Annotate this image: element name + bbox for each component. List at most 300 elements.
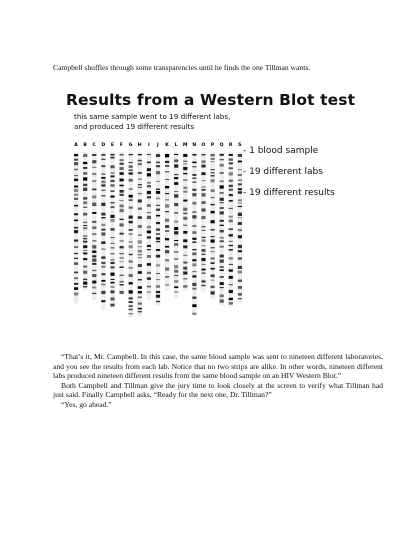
blot-band	[129, 260, 133, 262]
lane-label: F	[119, 143, 124, 148]
blot-band	[220, 192, 224, 194]
blot-band	[174, 243, 178, 246]
blot-band	[83, 213, 87, 216]
blot-band	[192, 215, 196, 218]
blot-band	[110, 297, 114, 300]
blot-band	[211, 158, 215, 160]
blot-band	[147, 277, 151, 279]
blot-band	[220, 159, 224, 160]
blot-band	[83, 184, 87, 186]
blot-band	[220, 255, 224, 258]
blot-band	[156, 205, 160, 206]
blot-band	[156, 165, 160, 167]
blot-band	[83, 207, 87, 208]
blot-band	[201, 254, 205, 255]
lane-label: D	[101, 143, 106, 148]
blot-band	[74, 287, 78, 290]
blot-band	[138, 250, 142, 253]
blot-band	[129, 179, 133, 182]
blot-band	[83, 282, 87, 285]
blot-band	[110, 215, 114, 218]
blot-band	[92, 259, 96, 262]
blot-band	[238, 298, 242, 299]
blot-band	[229, 241, 233, 242]
blot-band	[92, 263, 96, 265]
blot-band	[138, 163, 142, 165]
blot-band	[92, 154, 96, 156]
blot-band	[101, 241, 105, 244]
blot-band	[147, 226, 151, 229]
blot-band	[229, 185, 233, 187]
blot-band	[101, 174, 105, 175]
blot-band	[238, 293, 242, 296]
blot-band	[120, 223, 124, 226]
blot-band	[229, 180, 233, 182]
blot-band	[101, 266, 105, 268]
blot-band	[192, 174, 196, 176]
blot-band	[156, 249, 160, 251]
blot-band	[74, 198, 78, 200]
blot-band	[101, 213, 105, 216]
blot-band	[211, 257, 215, 259]
blot-band	[74, 258, 78, 259]
blot-band	[138, 184, 142, 185]
blot-band	[110, 237, 114, 238]
blot-band	[229, 245, 233, 246]
blot-band	[201, 273, 205, 274]
bullet-item: - 19 different labs	[243, 167, 323, 177]
blot-band	[147, 286, 151, 288]
blot-band	[192, 304, 196, 307]
blot-band	[120, 257, 124, 258]
blot-band	[165, 154, 169, 157]
blot-band	[138, 246, 142, 247]
blot-band	[83, 172, 87, 175]
blot-band	[229, 298, 233, 300]
blot-band	[192, 211, 196, 212]
blot-band	[211, 236, 215, 237]
blot-band	[74, 159, 78, 161]
blot-band	[120, 219, 124, 220]
blot-band	[238, 286, 242, 289]
blot-band	[147, 272, 151, 274]
blot-band	[147, 196, 151, 198]
blot-band	[183, 285, 187, 287]
blot-band	[156, 154, 160, 157]
blot-band	[138, 286, 142, 289]
blot-band	[120, 205, 124, 208]
blot-band	[201, 237, 205, 238]
blot-band	[101, 262, 105, 264]
blot-band	[92, 245, 96, 248]
blot-band	[74, 205, 78, 207]
blot-band	[220, 269, 224, 271]
blot-band	[138, 254, 142, 255]
blot-band	[229, 154, 233, 156]
blot-band	[101, 224, 105, 226]
blot-band	[138, 264, 142, 267]
blot-band	[92, 173, 96, 175]
blot-band	[92, 293, 96, 294]
lane-label: L	[174, 143, 178, 148]
lane-label: S	[238, 143, 242, 148]
blot-band	[129, 305, 133, 306]
blot-band	[101, 159, 105, 160]
blot-band	[238, 266, 242, 269]
blot-band	[92, 196, 96, 199]
blot-band	[74, 162, 78, 165]
blot-band	[211, 286, 215, 288]
bullet-item: - 1 blood sample	[243, 146, 319, 156]
blot-band	[183, 208, 187, 211]
blot-band	[83, 250, 87, 251]
blot-band	[120, 185, 124, 187]
blot-band	[192, 193, 196, 196]
blot-band	[183, 245, 187, 248]
blot-band	[120, 200, 124, 201]
blot-band	[192, 259, 196, 261]
blot-band	[147, 245, 151, 247]
blot-band	[165, 193, 169, 194]
blot-band	[92, 250, 96, 253]
blot-band	[129, 242, 133, 243]
blot-band	[74, 179, 78, 182]
blot-band	[120, 190, 124, 193]
paragraph: Both Campbell and Tillman give the jury time to look closely at the screen to verify what Tillman had just said. Finally Campbell asks, “Ready for the next one, Dr. Tillman?”	[53, 380, 383, 400]
blot-band	[138, 291, 142, 293]
blot-band	[183, 164, 187, 165]
blot-band	[110, 243, 114, 244]
blot-band	[220, 172, 224, 173]
blot-band	[147, 154, 151, 155]
blot-band	[238, 206, 242, 207]
blot-band	[83, 201, 87, 204]
blot-band	[165, 267, 169, 270]
blot-band	[129, 274, 133, 277]
blot-band	[165, 238, 169, 240]
blot-band	[192, 249, 196, 250]
blot-band	[183, 239, 187, 242]
blot-band	[156, 295, 160, 298]
blot-band	[238, 250, 242, 252]
blot-band	[229, 220, 233, 223]
blot-band	[192, 288, 196, 290]
blot-band	[83, 167, 87, 169]
blot-band	[138, 308, 142, 310]
blot-band	[147, 212, 151, 213]
blot-band	[229, 200, 233, 202]
blot-band	[201, 245, 205, 246]
blot-band	[120, 240, 124, 241]
blot-band	[211, 262, 215, 264]
blot-band	[201, 285, 205, 286]
blot-band	[83, 222, 87, 223]
blot-band	[74, 240, 78, 242]
blot-band	[120, 167, 124, 170]
blot-band	[120, 163, 124, 165]
blot-band	[220, 266, 224, 268]
blot-band	[92, 287, 96, 289]
lane-label: K	[165, 143, 169, 148]
blot-band	[101, 256, 105, 258]
blot-band	[201, 249, 205, 252]
blot-band	[83, 252, 87, 254]
blot-band	[120, 291, 124, 294]
blot-band	[220, 207, 224, 208]
blot-strip	[183, 152, 187, 291]
blot-band	[92, 274, 96, 277]
blot-band	[165, 186, 169, 188]
blot-band	[229, 194, 233, 196]
blot-band	[201, 280, 205, 282]
blot-band	[110, 172, 114, 173]
blot-band	[156, 285, 160, 288]
blot-band	[192, 189, 196, 191]
blot-band	[120, 261, 124, 262]
blot-band	[229, 208, 233, 209]
blot-band	[229, 172, 233, 175]
blot-band	[165, 161, 169, 163]
blot-band	[92, 270, 96, 271]
blot-band	[138, 240, 142, 243]
lane-label: I	[147, 143, 150, 148]
blot-band	[238, 280, 242, 282]
blot-band	[238, 191, 242, 193]
blot-band	[183, 167, 187, 170]
blot-band	[220, 240, 224, 242]
blot-band	[238, 245, 242, 248]
blot-band	[129, 282, 133, 284]
blot-band	[129, 254, 133, 255]
blot-band	[92, 240, 96, 241]
blot-band	[211, 161, 215, 162]
blot-band	[174, 203, 178, 206]
blot-strip	[192, 152, 196, 316]
blot-band	[138, 235, 142, 236]
blot-band	[183, 191, 187, 193]
blot-band	[83, 225, 87, 226]
blot-band	[138, 207, 142, 209]
blot-band	[83, 188, 87, 191]
blot-band	[192, 162, 196, 164]
blot-band	[138, 179, 142, 180]
blot-band	[83, 177, 87, 180]
blot-band	[201, 172, 205, 175]
blot-band	[147, 161, 151, 163]
blot-band	[192, 238, 196, 240]
blot-band	[129, 165, 133, 167]
blot-band	[211, 239, 215, 242]
blot-band	[101, 229, 105, 231]
blot-band	[238, 257, 242, 259]
blot-band	[83, 227, 87, 229]
blot-band	[183, 217, 187, 220]
blot-band	[120, 246, 124, 248]
blot-band	[110, 219, 114, 222]
blot-band	[129, 216, 133, 219]
blot-band	[220, 246, 224, 248]
blot-band	[101, 195, 105, 196]
blot-band	[174, 154, 178, 155]
lane-label: B	[83, 143, 87, 148]
blot-band	[192, 225, 196, 227]
blot-band	[174, 292, 178, 293]
blot-band	[156, 237, 160, 239]
blot-band	[174, 227, 178, 230]
blot-band	[192, 297, 196, 299]
blot-band	[129, 233, 133, 235]
blot-band	[165, 230, 169, 231]
blot-band	[201, 165, 205, 168]
blot-band	[74, 189, 78, 192]
blot-band	[238, 174, 242, 175]
blot-band	[174, 174, 178, 175]
blot-band	[74, 283, 78, 285]
blot-band	[138, 303, 142, 305]
lane-label: C	[92, 143, 96, 148]
blot-band	[129, 195, 133, 198]
blot-band	[174, 280, 178, 282]
blot-band	[192, 231, 196, 234]
blot-band	[101, 203, 105, 206]
blot-band	[220, 164, 224, 167]
blot-band	[120, 172, 124, 175]
blot-band	[174, 182, 178, 185]
blot-band	[74, 220, 78, 222]
blot-band	[229, 234, 233, 236]
blot-band	[147, 249, 151, 250]
blot-band	[192, 178, 196, 179]
blot-band	[74, 230, 78, 233]
lane-label: R	[228, 143, 233, 148]
blot-band	[74, 227, 78, 229]
blot-band	[238, 235, 242, 238]
blot-band	[183, 173, 187, 174]
blot-band	[156, 279, 160, 280]
blot-band	[183, 213, 187, 214]
blot-band	[238, 183, 242, 185]
blot-band	[147, 263, 151, 266]
blot-band	[174, 177, 178, 179]
blot-band	[147, 185, 151, 187]
blot-band	[129, 162, 133, 163]
blot-band	[101, 217, 105, 218]
blot-band	[238, 169, 242, 170]
blot-band	[211, 204, 215, 205]
blot-band	[156, 189, 160, 190]
blot-band	[83, 279, 87, 280]
blot-band	[201, 208, 205, 211]
blot-band	[110, 279, 114, 280]
blot-band	[229, 269, 233, 271]
blot-band	[174, 270, 178, 273]
blot-band	[110, 247, 114, 249]
blot-band	[238, 188, 242, 190]
blot-band	[120, 275, 124, 276]
blot-band	[183, 267, 187, 270]
blot-band	[220, 299, 224, 302]
blot-band	[201, 201, 205, 204]
blot-band	[192, 263, 196, 266]
blot-band	[110, 273, 114, 276]
blot-band	[183, 271, 187, 274]
blot-band	[238, 199, 242, 201]
blot-band	[229, 302, 233, 305]
blot-band	[129, 154, 133, 155]
blot-band	[129, 206, 133, 208]
blot-band	[129, 172, 133, 174]
blot-band	[165, 204, 169, 207]
blot-band	[220, 230, 224, 233]
blot-band	[129, 297, 133, 299]
blot-band	[120, 284, 124, 285]
blot-band	[174, 265, 178, 268]
blot-band	[129, 221, 133, 224]
blot-band	[83, 238, 87, 240]
blot-band	[211, 220, 215, 223]
blot-band	[101, 232, 105, 235]
blot-band	[192, 252, 196, 255]
lane-label: P	[210, 143, 215, 148]
blot-band	[138, 225, 142, 228]
blot-band	[201, 189, 205, 190]
blot-band	[229, 228, 233, 230]
blot-band	[165, 179, 169, 180]
blot-band	[120, 194, 124, 196]
blot-band	[110, 253, 114, 254]
blot-band	[156, 241, 160, 242]
blot-band	[211, 251, 215, 252]
blot-band	[211, 154, 215, 156]
blot-band	[229, 162, 233, 164]
lane-label: O	[201, 143, 206, 148]
blot-band	[174, 240, 178, 241]
blot-band	[238, 180, 242, 181]
blot-band	[120, 154, 124, 155]
blot-band	[83, 154, 87, 157]
blot-band	[211, 247, 215, 248]
blot-band	[110, 165, 114, 168]
blot-band	[147, 168, 151, 171]
blot-band	[147, 204, 151, 207]
blot-band	[192, 283, 196, 286]
blot-band	[110, 184, 114, 186]
blot-band	[110, 286, 114, 287]
blot-band	[110, 304, 114, 307]
blot-band	[220, 185, 224, 188]
blot-band	[101, 280, 105, 282]
blot-band	[174, 221, 178, 223]
blot-band	[238, 229, 242, 231]
blot-band	[92, 212, 96, 214]
blot-band	[238, 217, 242, 218]
blot-band	[174, 275, 178, 276]
blot-band	[138, 216, 142, 219]
blot-band	[201, 269, 205, 271]
blot-band	[165, 285, 169, 286]
blot-band	[220, 295, 224, 298]
blot-band	[147, 216, 151, 219]
blot-band	[74, 175, 78, 176]
blot-band	[211, 172, 215, 173]
blot-band	[183, 161, 187, 162]
blot-band	[74, 293, 78, 296]
blot-band	[83, 235, 87, 236]
blot-band	[120, 179, 124, 182]
figure-title: Results from a Western Blot test	[66, 91, 356, 109]
blot-band	[201, 180, 205, 181]
lane-label: Q	[219, 143, 224, 148]
